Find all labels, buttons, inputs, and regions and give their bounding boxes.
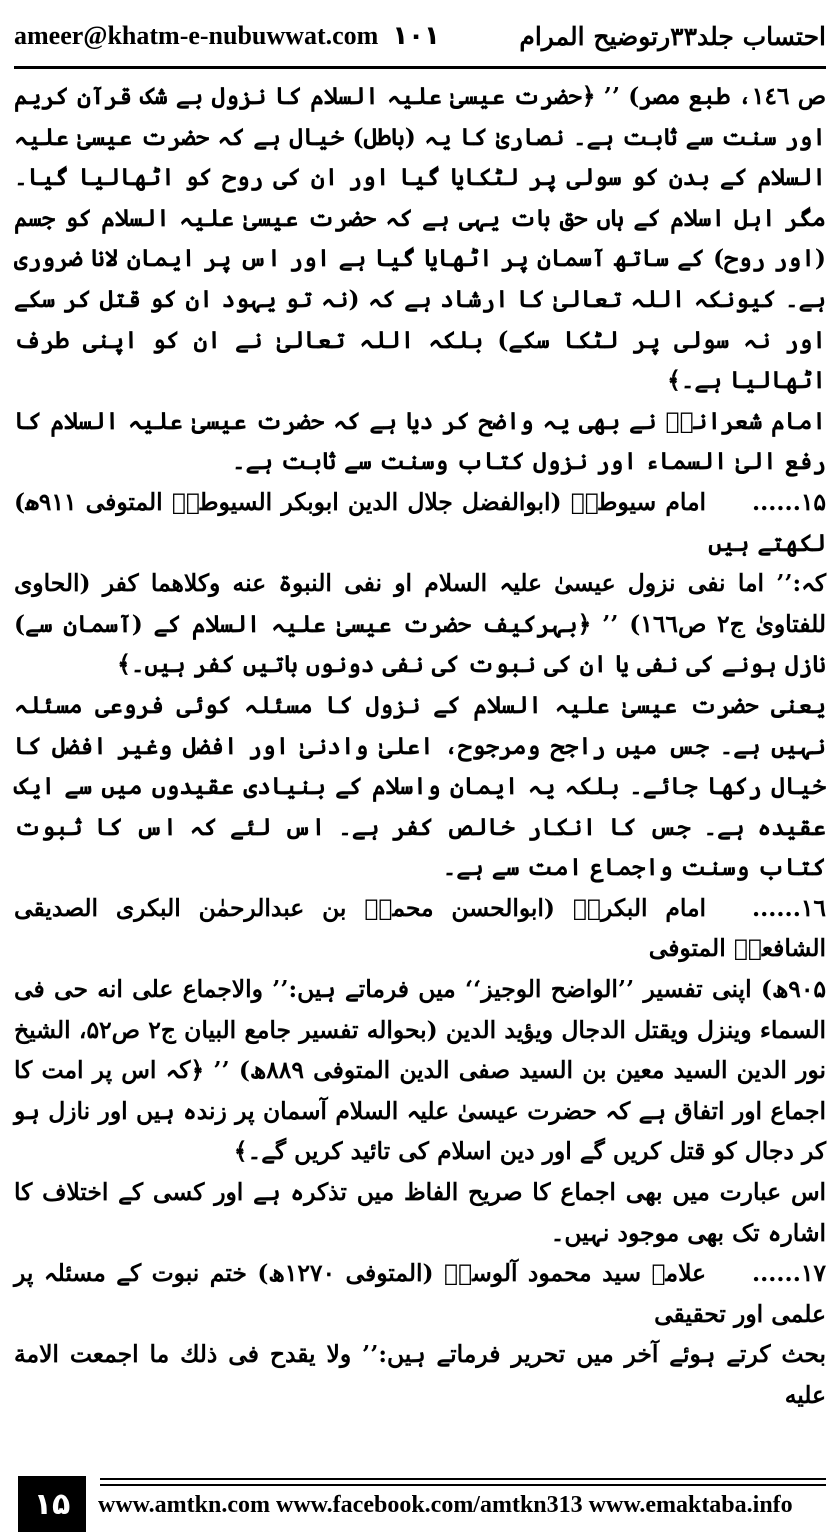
running-title: احتساب جلد۳۳رتوضیح المرام: [519, 21, 826, 51]
item-text: علامہ سید محمود آلوسیؒ (المتوفی ۱۲۷۰ھ) ختم نبوت کے مسئلہ پر علمی اور تحقیقی: [14, 1259, 826, 1328]
item-text: امام سیوطیؒ (ابوالفضل جلال الدین ابوبکر السیوطیؒ المتوفی ۹۱۱ھ) لکھتے ہیں: [14, 487, 826, 557]
paragraph: ص ۱٤٦، طبع مصر) ’’ ﴿حضرت عیسیٰ علیہ السلام کا نزول بے شک قرآن کریم اور سنت سے ثابت ہے۔ نصاریٰ کا یہ (باطل) خیال ہے کہ حضرت عیسیٰ علیہ السلام کے بدن کو سولی پر لٹکایا گیا اور ان کی روح کو اٹھالیا گیا۔ مگر اہل اسلام کے ہاں حق بات یہی ہے کہ حضرت عیسیٰ علیہ السلام کو جسم (اور روح) کے ساتھ آسمان پر اٹھایا گیا ہے اور اس پر ایمان لانا ضروری ہے۔ کیونکہ اللہ تعالیٰ کا ارشاد ہے کہ (نہ تو یہود ان کو قتل کر سکے اور نہ سولی پر لٹکا سکے) بلکہ اللہ تعالیٰ نے ان کو اپنی طرف اٹھالیا ہے۔﴾: [14, 82, 826, 395]
numbered-item: [14, 888, 826, 969]
footer-page-number: ۱۵: [18, 1476, 86, 1532]
numbered-item: [14, 482, 826, 563]
footer-rule: [100, 1484, 826, 1486]
item-number: ۱۵......: [751, 487, 826, 516]
paragraph: امام شعرانیؒ نے بھی یہ واضح کر دیا ہے کہ حضرت عیسیٰ علیہ السلام کا رفع الیٰ السماء اور نزول کتاب وسنت سے ثابت ہے۔: [14, 406, 826, 476]
paragraph: یعنی حضرت عیسیٰ علیہ السلام کے نزول کا مسئلہ کوئی فروعی مسئلہ نہیں ہے۔ جس میں راجح ومرجوح، اعلیٰ وادنیٰ اور افضل وغیر افضل کا خیال رکھا جائے۔ بلکہ یہ ایمان واسلام کے بنیادی عقیدوں میں سے ایک عقیدہ ہے۔ جس کا انکار خالص کفر ہے۔ اس لئے کہ اس کا ثبوت کتاب وسنت واجماع امت سے ہے۔: [14, 690, 826, 882]
paragraph: ۹۰۵ھ) اپنی تفسیر ’’الواضح الوجیز‘‘ میں فرماتے ہیں:’’ والاجماع علی انه حی فی السماء وینزل ویقتل الدجال ویؤید الدین (بحواله تفسیر جامع البیان ج۲ ص۵۲، الشیخ نور الدین السید معین بن السید صفی الدین المتوفی ۸۸۹ھ) ’’ ﴿کہ اس پر امت کا اجماع اور اتفاق ہے کہ حضرت عیسیٰ علیہ السلام آسمان پر زندہ ہیں اور نازل ہو کر دجال کو قتل کریں گے اور دین اسلام کی تائید کریں گے۔﴾: [14, 975, 826, 1166]
paragraph: بحث کرتے ہوئے آخر میں تحریر فرماتے ہیں:’’ ولا یقدح فی ذلك ما اجمعت الامة علیه: [14, 1340, 826, 1409]
paragraph: اس عبارت میں بھی اجماع کا صریح الفاظ میں تذکرہ ہے اور کسی کے اختلاف کا اشارہ تک بھی موجود نہیں۔: [14, 1178, 826, 1247]
header-rule: [14, 66, 826, 69]
item-number: ۱۷......: [751, 1259, 826, 1288]
header-email[interactable]: ameer@khatm-e-nubuwwat.com: [14, 21, 379, 50]
page-body: [14, 76, 826, 1448]
header-left: [14, 21, 440, 51]
item-text: امام البکریؒ (ابوالحسن محمدؒ بن عبدالرحمٰن البکری الصدیقی الشافعیؒ المتوفی: [14, 893, 826, 963]
footer-rule: [100, 1478, 826, 1480]
item-number: ۱٦......: [751, 893, 826, 922]
page-header: [14, 10, 826, 62]
header-page-number: ۱۰۱: [392, 21, 440, 51]
numbered-item: [14, 1253, 826, 1334]
footer-links[interactable]: www.amtkn.com www.facebook.com/amtkn313 www.emaktaba.info: [98, 1492, 793, 1518]
paragraph: کہ:’’ اما نفی نزول عیسیٰ علیہ السلام او نفی النبوۃ عنه وکلاهما کفر (الحاوی للفتاویٰ ج۲ ص۱٦٦) ’’ ﴿بہرکیف حضرت عیسیٰ علیہ السلام کے (آسمان سے) نازل ہونے کی نفی یا ان کی نبوت کی نفی دونوں باتیں کفر ہیں۔﴾: [14, 569, 827, 679]
